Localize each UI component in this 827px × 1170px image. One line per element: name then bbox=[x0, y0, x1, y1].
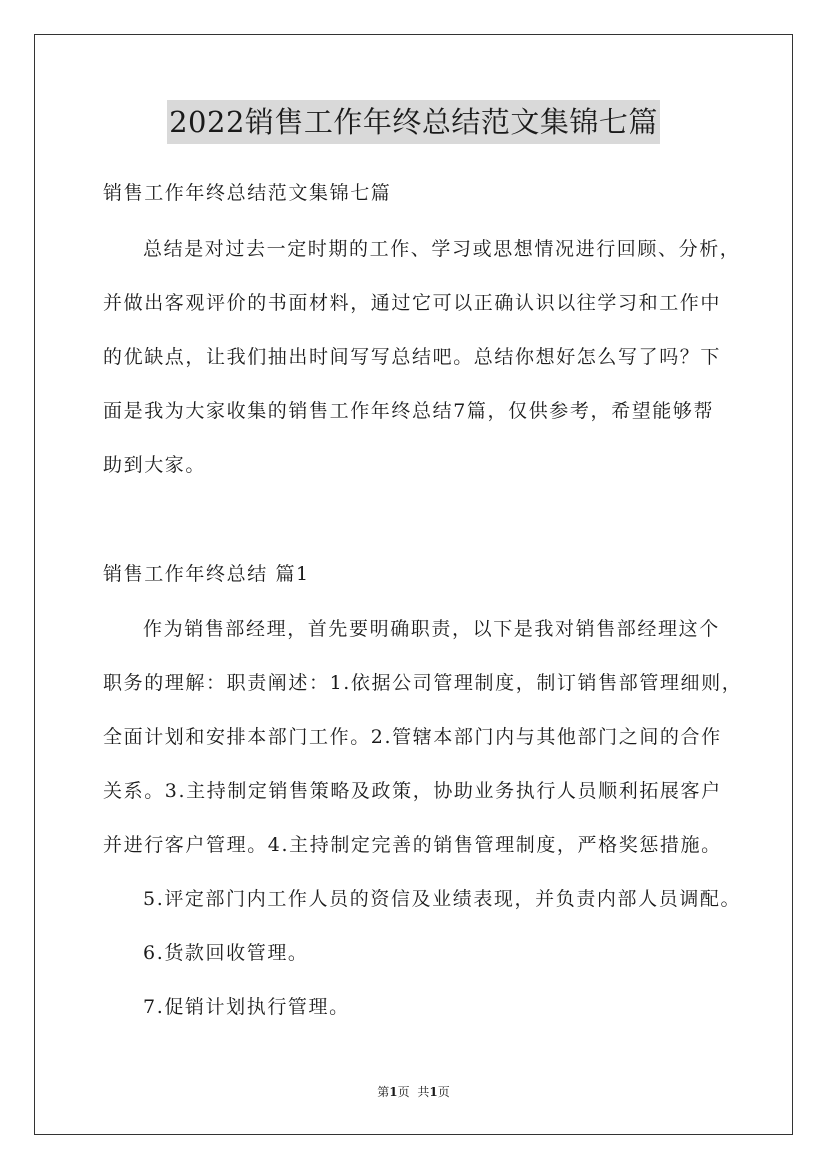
title-container bbox=[0, 100, 827, 144]
section-line-1: 作为销售部经理，首先要明确职责，以下是我对销售部经理这个 bbox=[143, 618, 720, 640]
page-footer bbox=[0, 1084, 827, 1100]
document-subtitle: 销售工作年终总结范文集锦七篇 bbox=[103, 182, 392, 204]
list-item-7: 7.促销计划执行管理。 bbox=[143, 996, 350, 1018]
intro-line-4: 面是我为大家收集的销售工作年终总结7篇，仅供参考，希望能够帮 bbox=[103, 400, 715, 422]
list-item-5: 5.评定部门内工作人员的资信及业绩表现，并负责内部人员调配。 bbox=[143, 888, 742, 910]
intro-line-1: 总结是对过去一定时期的工作、学习或思想情况进行回顾、分析， bbox=[143, 238, 741, 260]
section-line-5: 并进行客户管理。4.主持制定完善的销售管理制度，严格奖惩措施。 bbox=[103, 834, 722, 856]
section-line-2: 职务的理解：职责阐述：1.依据公司管理制度，制订销售部管理细则， bbox=[103, 672, 743, 694]
intro-line-3: 的优缺点，让我们抽出时间写写总结吧。总结你想好怎么写了吗？下 bbox=[103, 346, 722, 368]
page-label-suffix: 页 bbox=[397, 1085, 410, 1099]
intro-line-5: 助到大家。 bbox=[103, 454, 207, 476]
document-title: 2022销售工作年终总结范文集锦七篇 bbox=[167, 100, 660, 144]
intro-line-2: 并做出客观评价的书面材料，通过它可以正确认识以往学习和工作中 bbox=[103, 292, 722, 314]
section-heading: 销售工作年终总结 篇1 bbox=[103, 563, 310, 585]
section-line-4: 关系。3.主持制定销售策略及政策，协助业务执行人员顺利拓展客户 bbox=[103, 780, 722, 802]
page-number: 1 bbox=[389, 1085, 398, 1099]
total-pages: 1 bbox=[429, 1085, 438, 1099]
list-item-6: 6.货款回收管理。 bbox=[143, 942, 309, 964]
page-label-prefix: 第 bbox=[377, 1085, 390, 1099]
total-label-suffix: 页 bbox=[437, 1085, 450, 1099]
section-line-3: 全面计划和安排本部门工作。2.管辖本部门内与其他部门之间的合作 bbox=[103, 726, 722, 748]
total-label-prefix: 共 bbox=[417, 1085, 430, 1099]
